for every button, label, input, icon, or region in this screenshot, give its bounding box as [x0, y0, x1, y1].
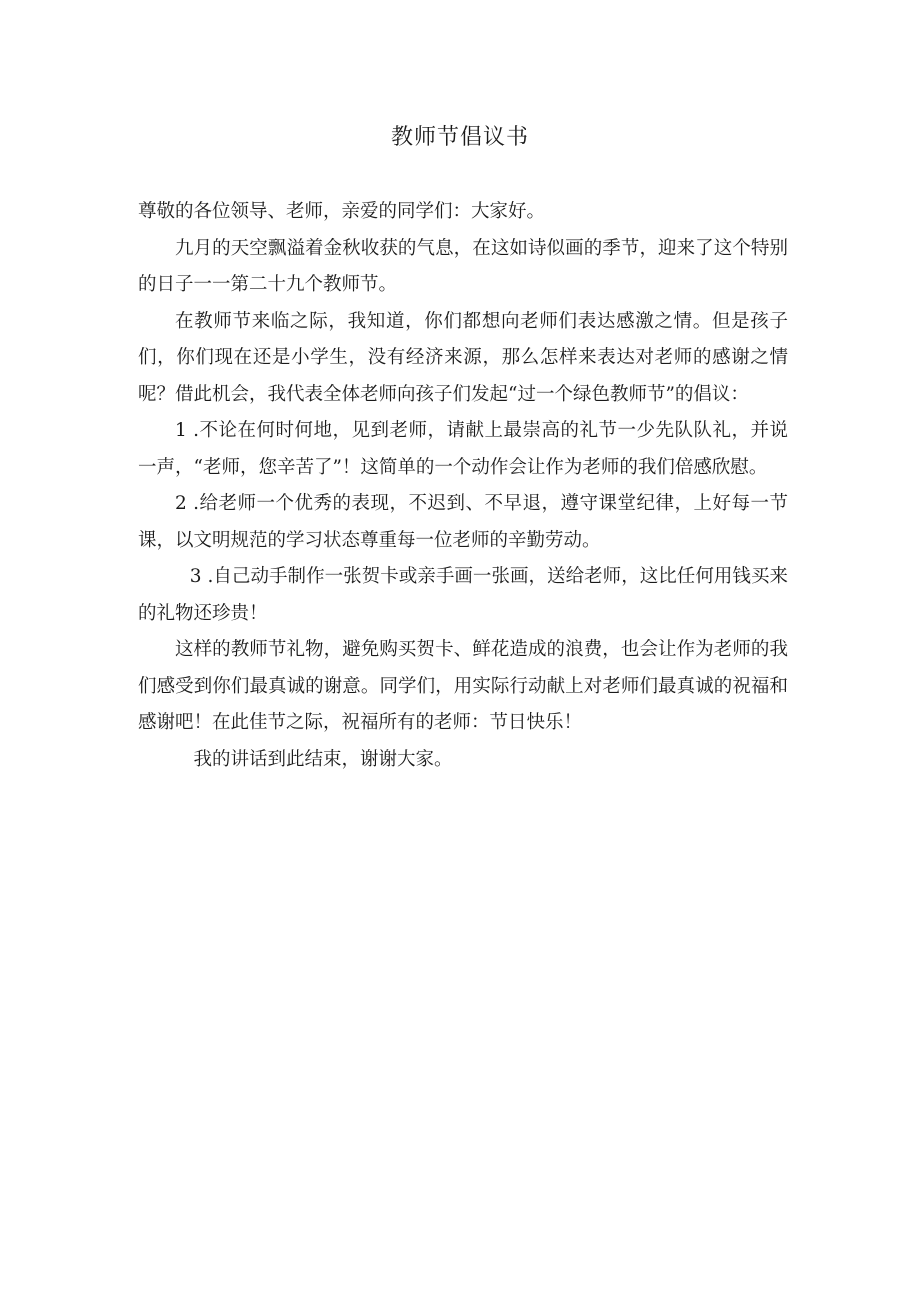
- closing-remark: 我的讲话到此结束，谢谢大家。: [193, 748, 453, 770]
- paragraph-conclusion: 这样的教师节礼物，避免购买贺卡、鲜花造成的浪费，也会让作为老师的我们感受到你们最真诚的谢意。同学们，用实际行动献上对老师们最真诚的祝福和感谢吧！在此佳节之际，祝福所有的老师：节日快乐！: [138, 639, 788, 733]
- proposal-item-3: 3 .自己动手制作一张贺卡或亲手画一张画，送给老师，这比任何用钱买来的礼物还珍贵！: [138, 566, 788, 624]
- document-title: 教师节倡议书: [390, 125, 529, 150]
- proposal-item-2: 2 .给老师一个优秀的表现，不迟到、不早退，遵守课堂纪律，上好每一节课，以文明规范的学习状态尊重每一位老师的辛勤劳动。: [138, 493, 788, 551]
- document-body: [138, 194, 788, 778]
- salutation: 尊敬的各位领导、老师，亲爱的同学们：大家好。: [138, 201, 546, 222]
- paragraph-intro: 九月的天空飘溢着金秋收获的气息，在这如诗似画的季节，迎来了这个特别的日子一一第二十九个教师节。: [138, 237, 788, 295]
- proposal-item-1: 1 .不论在何时何地，见到老师，请献上最崇高的礼节一少先队队礼，并说一声，“老师，您辛苦了”！这简单的一个动作会让作为老师的我们倍感欣慰。: [138, 420, 788, 478]
- paragraph-proposal: 在教师节来临之际，我知道，你们都想向老师们表达感激之情。但是孩子们，你们现在还是小学生，没有经济来源，那么怎样来表达对老师的感谢之情呢？借此机会，我代表全体老师向孩子们发起“过一个绿色教师节”的倡议：: [138, 310, 788, 405]
